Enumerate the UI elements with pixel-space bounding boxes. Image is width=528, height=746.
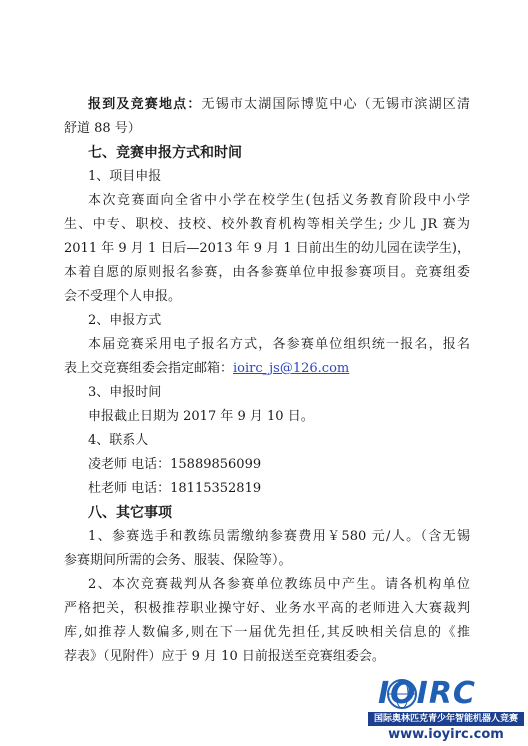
ioirc-logo (368, 677, 524, 743)
judge-line: 库,如推荐人数偏多,则在下一届优先担任,其反映相关信息的《推 (64, 625, 470, 640)
section-8-heading: 八、其它事项 (88, 505, 172, 521)
item-2-line-email (64, 360, 470, 378)
item-1-title: 1、项目申报 (88, 169, 162, 184)
email-link[interactable]: ioirc_js@126.com (233, 361, 350, 376)
venue-label: 报到及竞赛地点： (88, 97, 202, 112)
item-2-line: 本届竞赛采用电子报名方式，各参赛单位组织统一报名，报名 (88, 337, 470, 352)
judge-line: 2、本次竞赛裁判从各参赛单位教练员中产生。请各机构单位 (88, 577, 470, 592)
logo-band: 国际奥林匹克青少年智能机器人竞赛 (368, 712, 524, 726)
section-7-heading: 七、竞赛申报方式和时间 (88, 145, 242, 161)
item-1-line: 会不受理个人申报。 (64, 289, 182, 304)
item-3-line: 申报截止日期为 2017 年 9 月 10 日。 (88, 409, 314, 424)
item-1-line: 生、中专、职校、技校、校外教育机构等相关学生; 少儿 JR 赛为 (64, 217, 470, 232)
email-prefix: 表上交竞赛组委会指定邮箱： (64, 361, 234, 376)
venue-line-1 (88, 96, 470, 114)
logo-mark (368, 677, 524, 711)
item-1-line: 本次竞赛面向全省中小学在校学生(包括义务教育阶段中小学 (88, 193, 470, 208)
item-2-title: 2、申报方式 (88, 313, 162, 328)
logo-wordmark: IOIRC (378, 676, 476, 711)
fee-line-2: 参赛期间所需的会务、服装、保险等）。 (64, 553, 292, 568)
judge-line: 荐表》（见附件）应于 9 月 10 日前报送至竞赛组委会。 (64, 649, 385, 664)
item-3-title: 3、申报时间 (88, 385, 162, 400)
fee-line-1: 1、参赛选手和教练员需缴纳参赛费用￥580 元/人。（含无锡 (88, 529, 470, 544)
contact-1: 凌老师 电话：15889856099 (88, 457, 262, 472)
item-4-title: 4、联系人 (88, 433, 149, 448)
contact-2: 杜老师 电话：18115352819 (88, 481, 262, 496)
venue-line-2: 舒道 88 号） (64, 121, 141, 136)
item-1-line: 本着自愿的原则报名参赛，由各参赛单位申报参赛项目。竞赛组委 (64, 265, 470, 280)
venue-address: 无锡市太湖国际博览中心（无锡市滨湖区清 (201, 97, 470, 112)
logo-url[interactable]: www.ioyirc.com (388, 727, 504, 742)
judge-line: 严格把关，积极推荐职业操守好、业务水平高的老师进入大赛裁判 (64, 601, 470, 616)
item-1-line: 2011 年 9 月 1 日后—2013 年 9 月 1 日前出生的幼儿园在读学生)， (64, 241, 470, 256)
